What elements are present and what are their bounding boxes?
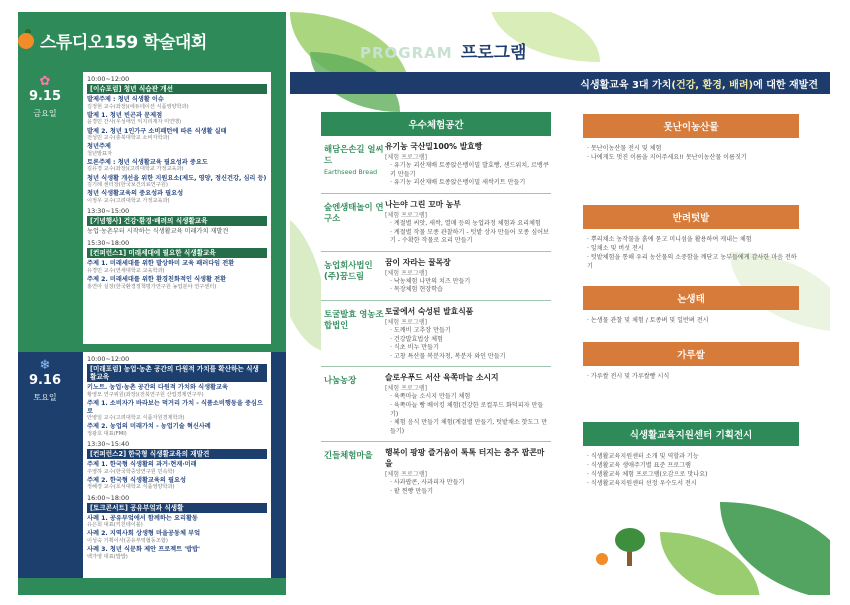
session-speaker: 안병일 교수(고려대학교 식품자원경제학과): [87, 415, 185, 422]
box-item: · 식생활교육 생애주기별 표준 프로그램: [583, 461, 799, 470]
program-item: · 낙농체험 나만의 치즈 만들기: [390, 277, 471, 285]
session-speaker: 김기례 센터장(한국보건의료연구원): [87, 182, 168, 189]
slot-time: 13:30~15:00: [87, 206, 130, 215]
session-title: 주제 2. 농업의 미래가치 - 농업기술 혁신사례: [87, 423, 211, 431]
session-speaker: 홍연아 실장(한국환경정책평가연구원 농업분야 연구센터): [87, 283, 217, 290]
session-speaker: 전성민 교수(충북대학교 소비자학과): [87, 135, 170, 142]
experience-title: 토굴에서 숙성된 발효식품: [385, 306, 474, 316]
session-title: 주제 1. 한국형 식생활의 과거·현재·미래: [87, 461, 197, 469]
program-item: · 팥 찐빵 만들기: [390, 487, 434, 495]
slot-title: [컨퍼런스2] 한국형 식생활교육의 재발견: [87, 449, 267, 459]
program-heading: [360, 38, 526, 63]
session-title: 농업·농촌부터 시작하는 식생활교육 미래가치 재발견: [87, 228, 229, 236]
experience-detail: [385, 257, 551, 295]
schedule-slot: [87, 494, 267, 560]
box-item: · 식생활교육지원센터 소개 및 역할과 기능: [583, 452, 799, 461]
org-name: [321, 141, 385, 188]
experience-space-box: [321, 112, 551, 532]
session-speaker: 황영모 연구위원(좌장)(전북연구원 산업경제연구부): [87, 391, 204, 398]
experience-item: [321, 136, 551, 194]
session-speaker: 주영하 교수(한국학중앙연구원 민속학): [87, 468, 175, 475]
session-title: 주제 1. 소비자가 바라보는 먹거리 가치 - 식품소비행동을 중심으로: [87, 400, 263, 415]
paddy-ecology-box: [583, 286, 799, 325]
program-item: · 고창 특산물 복분자청, 복분자 와인 만들기: [390, 352, 506, 360]
box-item: · 못난이농산물 전시 및 체험: [583, 144, 799, 153]
box-item: · 잎채소 및 버섯 전시: [583, 244, 799, 253]
slot-title: [토크콘서트] 공유부엌과 식생활: [87, 503, 267, 513]
box-item: · 논생물 관찰 및 체험 / 토종벼 및 일반벼 전시: [583, 316, 799, 325]
experience-detail: [385, 447, 551, 496]
box-heading: 식생활교육지원센터 기획전시: [583, 422, 799, 446]
schedule-slot: [87, 75, 267, 204]
session-title: 토론주제 : 청년 식생활교육 필요성과 중요도: [87, 158, 208, 166]
session-speaker: 백가영 대표(밥밥): [87, 553, 128, 560]
slot-time: 10:00~12:00: [87, 355, 130, 363]
program-tag: [체험 프로그램]: [385, 211, 428, 219]
slot-title: [컨퍼런스1] 미래세대에 필요한 식생활교육: [87, 248, 267, 258]
session-title: 발제주제 : 청년 식생활 이슈: [87, 96, 164, 104]
experience-item: [321, 194, 551, 252]
session-speaker: 유경민 교수(연세대학교 교육학과): [87, 267, 165, 274]
program-item: · 육쪽마늘 소시지 만들기 체험: [390, 393, 471, 401]
experience-detail: [385, 141, 551, 188]
slot-time: 13:30~15:40: [87, 439, 130, 448]
snowflake-icon: ❄: [39, 358, 51, 373]
box-heading: 논생태: [583, 286, 799, 310]
program-item: · 체험 음식 만들기 체험(계절별 만들기, 텃밭채소 핫도그 만들기): [390, 419, 548, 435]
day2-label: [20, 358, 70, 403]
experience-title: 유기농 국산밀100% 발효빵: [385, 142, 483, 151]
box-item: · 식생활교육 체험 프로그램(오감으로 맛나요): [583, 470, 799, 479]
day1-date: 9.15: [28, 89, 62, 104]
experience-space-heading: 우수체험공간: [321, 112, 551, 136]
companion-garden-box: [583, 205, 799, 272]
experience-item: [321, 252, 551, 301]
event-title: [18, 28, 207, 53]
day2-weekday: 토요일: [33, 393, 57, 402]
orange-logo-icon: [18, 33, 34, 49]
session-speaker: 정혜경 교수(호서대학교 식품영양학과): [87, 484, 175, 491]
day2-date: 9.16: [28, 373, 62, 388]
experience-title: 슬로우푸드 서산 육쪽마늘 소시지: [385, 373, 499, 383]
experience-item: [321, 367, 551, 442]
org-name-text: 해담은손길 얼씨드: [324, 144, 384, 165]
session-speaker: 이정우 교수(고려대학교 가정교육과): [87, 197, 170, 204]
session-title: 발제 1. 청년 빈곤과 문제점: [87, 111, 163, 119]
program-item: · 유기농 괴산재배 토종앉은뱅이밀 발효빵, 샌드위치, 르뱅쿠키 만들기: [390, 162, 549, 178]
experience-title: 행복이 팡팡 즐거움이 톡톡 터지는 충주 팝콘마을: [385, 448, 545, 469]
session-title: 청년 식생활 개선을 위한 지원요소(제도, 영양, 정신건강, 심리 등): [87, 174, 267, 182]
session-title: 발제 2. 청년 1인가구 소비패턴에 따른 식생활 실태: [87, 127, 227, 135]
box-heading: 반려텃밭: [583, 205, 799, 229]
session-title: 청년 식생활교육의 중요성과 필요성: [87, 190, 184, 198]
experience-item: [321, 442, 551, 501]
day1-label: [20, 74, 70, 119]
org-name: 숲엔생태놀이 연구소: [324, 201, 384, 223]
program-item: · 계절별 씨앗, 새싹, 열매 등의 농업과정 체험과 요리체험: [390, 220, 541, 228]
program-item: · 식초 비누 만들기: [390, 344, 439, 352]
experience-title: 꿈이 자라는 꿀목장: [385, 257, 451, 267]
session-title: 사례 3. 청년 식문화 제안 프로젝트 '밥밥': [87, 546, 201, 554]
center-exhibition-box: [583, 422, 799, 489]
experience-detail: [385, 372, 551, 436]
experience-title: 나는야 그린 꼬마 농부: [385, 199, 461, 209]
program-item: · 도깨비 고추장 만들기: [390, 327, 451, 335]
day1-weekday: 금요일: [33, 109, 57, 118]
program-tag: [체험 프로그램]: [385, 269, 428, 277]
org-name-en: Earthseed Bread: [324, 167, 378, 176]
experience-detail: [385, 306, 551, 361]
slot-title: [미래포럼] 농업·농촌 공간의 다원적 가치를 확산하는 식생활교육: [87, 364, 267, 382]
session-title: 키노트. 농업·농촌 공간의 다원적 가치와 식생활교육: [87, 384, 228, 392]
session-speaker: 김정현 교수(좌장)(에듀테이션 식품영양학과): [87, 103, 189, 110]
tree-icon: [615, 528, 645, 568]
session-title: 주제 1. 미래세대를 위한 발상하미 교육 패러다임 전환: [87, 260, 235, 268]
org-name: 긴들체험마을: [324, 450, 373, 461]
experience-detail: [385, 199, 551, 246]
program-item: · 육쪽마늘 빵 베이킹 체험(건강한 로컬푸드 화덕피자 만들기): [390, 402, 544, 418]
day2-schedule: [83, 352, 271, 578]
day1-schedule: [83, 72, 271, 344]
session-speaker: 윤경민 간사(우성애인 익지리재자 미연맹): [87, 119, 182, 126]
org-name: 나눔농장: [324, 375, 357, 386]
subtitle-post: 에 대한 재발견: [753, 80, 818, 91]
session-title: 주제 2. 한국형 식생활교육의 필요성: [87, 476, 186, 484]
program-tag: [체험 프로그램]: [385, 471, 428, 479]
session-title: 사례 1. 공유부엌에서 함께하는 요리활동: [87, 514, 198, 522]
rice-flour-box: [583, 342, 799, 381]
slot-time: 10:00~12:00: [87, 75, 130, 83]
org-name: 토굴발효 영농조합법인: [324, 308, 384, 330]
program-item: · 유기농 괴산재배 토종앉은뱅이밀 새싹키트 만들기: [390, 179, 526, 187]
slot-title: [기념행사] 건강·환경·배려의 식생활교육: [87, 216, 267, 226]
program-item: · 사과팝콘, 사과피자 만들기: [390, 479, 465, 487]
orange-icon: [596, 553, 608, 565]
session-title: 주제 2. 미래세대를 위한 환경친화적인 식생활 전환: [87, 276, 227, 284]
flower-icon: ✿: [39, 74, 51, 89]
program-tag: [체험 프로그램]: [385, 385, 428, 393]
subtitle-pre: 식생활교육 3대 가치: [580, 80, 672, 91]
experience-item: [321, 301, 551, 367]
event-title-text: 스튜디오159 학술대회: [40, 33, 207, 53]
subtitle-emphasis: (건강, 환경, 배려): [671, 80, 754, 91]
session-speaker: 유은희 대표(키친테이블): [87, 522, 143, 529]
program-tag: [체험 프로그램]: [385, 318, 428, 326]
schedule-slot: [87, 440, 267, 491]
subtitle: [580, 76, 818, 91]
program-heading-ko: 프로그램: [460, 43, 527, 63]
box-item: · 뿌리채소 농작물을 흙에 묻고 미니섬을 활용하여 캐내는 체험: [583, 235, 799, 244]
program-tag: [체험 프로그램]: [385, 154, 428, 161]
session-speaker: 정광호 대표(FMI): [87, 430, 127, 437]
box-item: · 나에게도 멋진 이름을 지어주세요!! 못난이농산물 이름짓기: [583, 153, 799, 162]
program-heading-en: PROGRAM: [360, 44, 453, 62]
box-item: · 식생활교육지원센터 선정 우수도서 전시: [583, 479, 799, 488]
session-title: 청년주제: [87, 143, 111, 151]
slot-time: 16:00~18:00: [87, 493, 130, 502]
org-name: 농업회사법인 (주)꿈드림: [324, 259, 373, 281]
session-speaker: 이성숙 기획이사(공유부엌협동조합): [87, 537, 168, 544]
ugly-produce-box: [583, 114, 799, 162]
slot-time: 15:30~18:00: [87, 239, 130, 248]
box-heading: 가루쌀: [583, 342, 799, 366]
schedule-slot: [87, 207, 267, 236]
schedule-slot: [87, 239, 267, 290]
program-item: · 계절별 작물 모종 관찰하기 - 텃밭 상자 만들어 모종 심어보기 - 수확한 작물로 요리 만들기: [390, 228, 549, 245]
session-speaker: 김유경 교수(좌장)(고려대학교 가정교육과): [87, 166, 184, 173]
session-title: 사례 2. 지역사회 상생형 마을공동체 부엌: [87, 530, 201, 538]
slot-title: [이슈포럼] 청년 식습관 개선: [87, 84, 267, 94]
box-item: · 텃밭체험을 통해 우리 농산물의 소중함을 깨닫고 농부들에게 감사한 마음 전하기: [583, 253, 799, 271]
session-speaker: 청년발표자: [87, 150, 113, 157]
schedule-slot: [87, 355, 267, 437]
program-item: · 건강발효법상 체험: [390, 335, 443, 343]
box-item: · 가루쌀 전시 및 가루쌀빵 시식: [583, 372, 799, 381]
program-item: · 목장체험 현장학습: [390, 286, 443, 294]
box-heading: 못난이농산물: [583, 114, 799, 138]
